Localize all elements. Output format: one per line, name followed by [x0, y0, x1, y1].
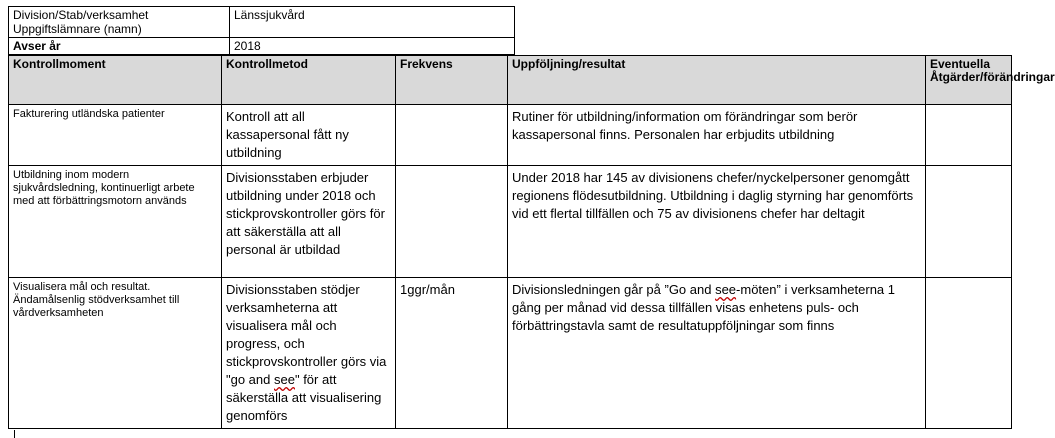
page-corner-mark: [14, 430, 15, 438]
control-table: [8, 55, 1055, 429]
row-moment: Visualisera mål och resultat. Ändamålsenlig stödverksamhet till vårdverksamheten: [9, 278, 222, 429]
table-row: [9, 166, 1012, 278]
row-method-part-c: " för att säkerställa att visualisering genomförs: [226, 372, 382, 423]
row-result-spellcheck-word: see: [715, 282, 737, 297]
row-frequency: [396, 105, 508, 166]
division-label-line1: Division/Stab/verksamhet: [13, 8, 149, 22]
document-page: [8, 6, 1055, 429]
row-moment: Utbildning inom modern sjukvårdsledning, kontinuerligt arbete med att förbättringsmotorn används: [9, 166, 222, 278]
row-method: Divisionsstaben erbjuder utbildning under 2018 och stickprovskontroller görs för att säkerställa att all personal är utbildad: [222, 166, 396, 278]
row-actions: [926, 166, 1012, 278]
row-frequency: 1ggr/mån: [396, 278, 508, 429]
col-header-frequency: Frekvens: [396, 56, 508, 105]
row-result-part-c: -möten” i verksamheterna 1 gång per månad vid dessa tillfällen visas enhetens puls- och förbättringstavla samt de resultatuppföljningar som finns: [512, 282, 895, 333]
row-moment: Fakturering utländska patienter: [9, 105, 222, 166]
col-header-actions: Eventuella Åtgärder/förändringar: [926, 56, 1012, 105]
division-label-line2: Uppgiftslämnare (namn): [13, 22, 142, 36]
row-actions: [926, 105, 1012, 166]
col-header-moment: Kontrollmoment: [9, 56, 222, 105]
division-value: Länssjukvård: [230, 7, 515, 38]
row-result: Under 2018 har 145 av divisionens chefer/nyckelpersoner genomgått regionens flödesutbildning. Utbildning i daglig styrning har genomförts vid ett flertal tillfällen och 75 av divisionens chefer har deltagit: [508, 166, 926, 278]
row-result: Rutiner för utbildning/information om förändringar som berör kassapersonal finns. Personalen har erbjudits utbildning: [508, 105, 926, 166]
row-method-part-a: Divisionsstaben stödjer verksamheterna att visualisera mål och progress, och stickprovskontroller görs via "go and: [226, 282, 387, 387]
row-result-part-a: Divisionsledningen går på ”Go and: [512, 282, 716, 297]
col-header-method: Kontrollmetod: [222, 56, 396, 105]
year-value: 2018: [230, 38, 515, 55]
row-frequency: [396, 166, 508, 278]
table-row: [9, 105, 1012, 166]
table-row: [9, 278, 1012, 429]
row-result: [508, 278, 926, 429]
column-header-row: [9, 56, 1012, 105]
col-header-result: Uppföljning/resultat: [508, 56, 926, 105]
row-method-spellcheck-word: see: [274, 372, 295, 387]
year-label: Avser år: [9, 38, 230, 55]
header-table: [8, 6, 515, 55]
row-method: [222, 278, 396, 429]
row-actions: [926, 278, 1012, 429]
row-method: Kontroll att all kassapersonal fått ny utbildning: [222, 105, 396, 166]
division-label-cell: [9, 7, 230, 38]
